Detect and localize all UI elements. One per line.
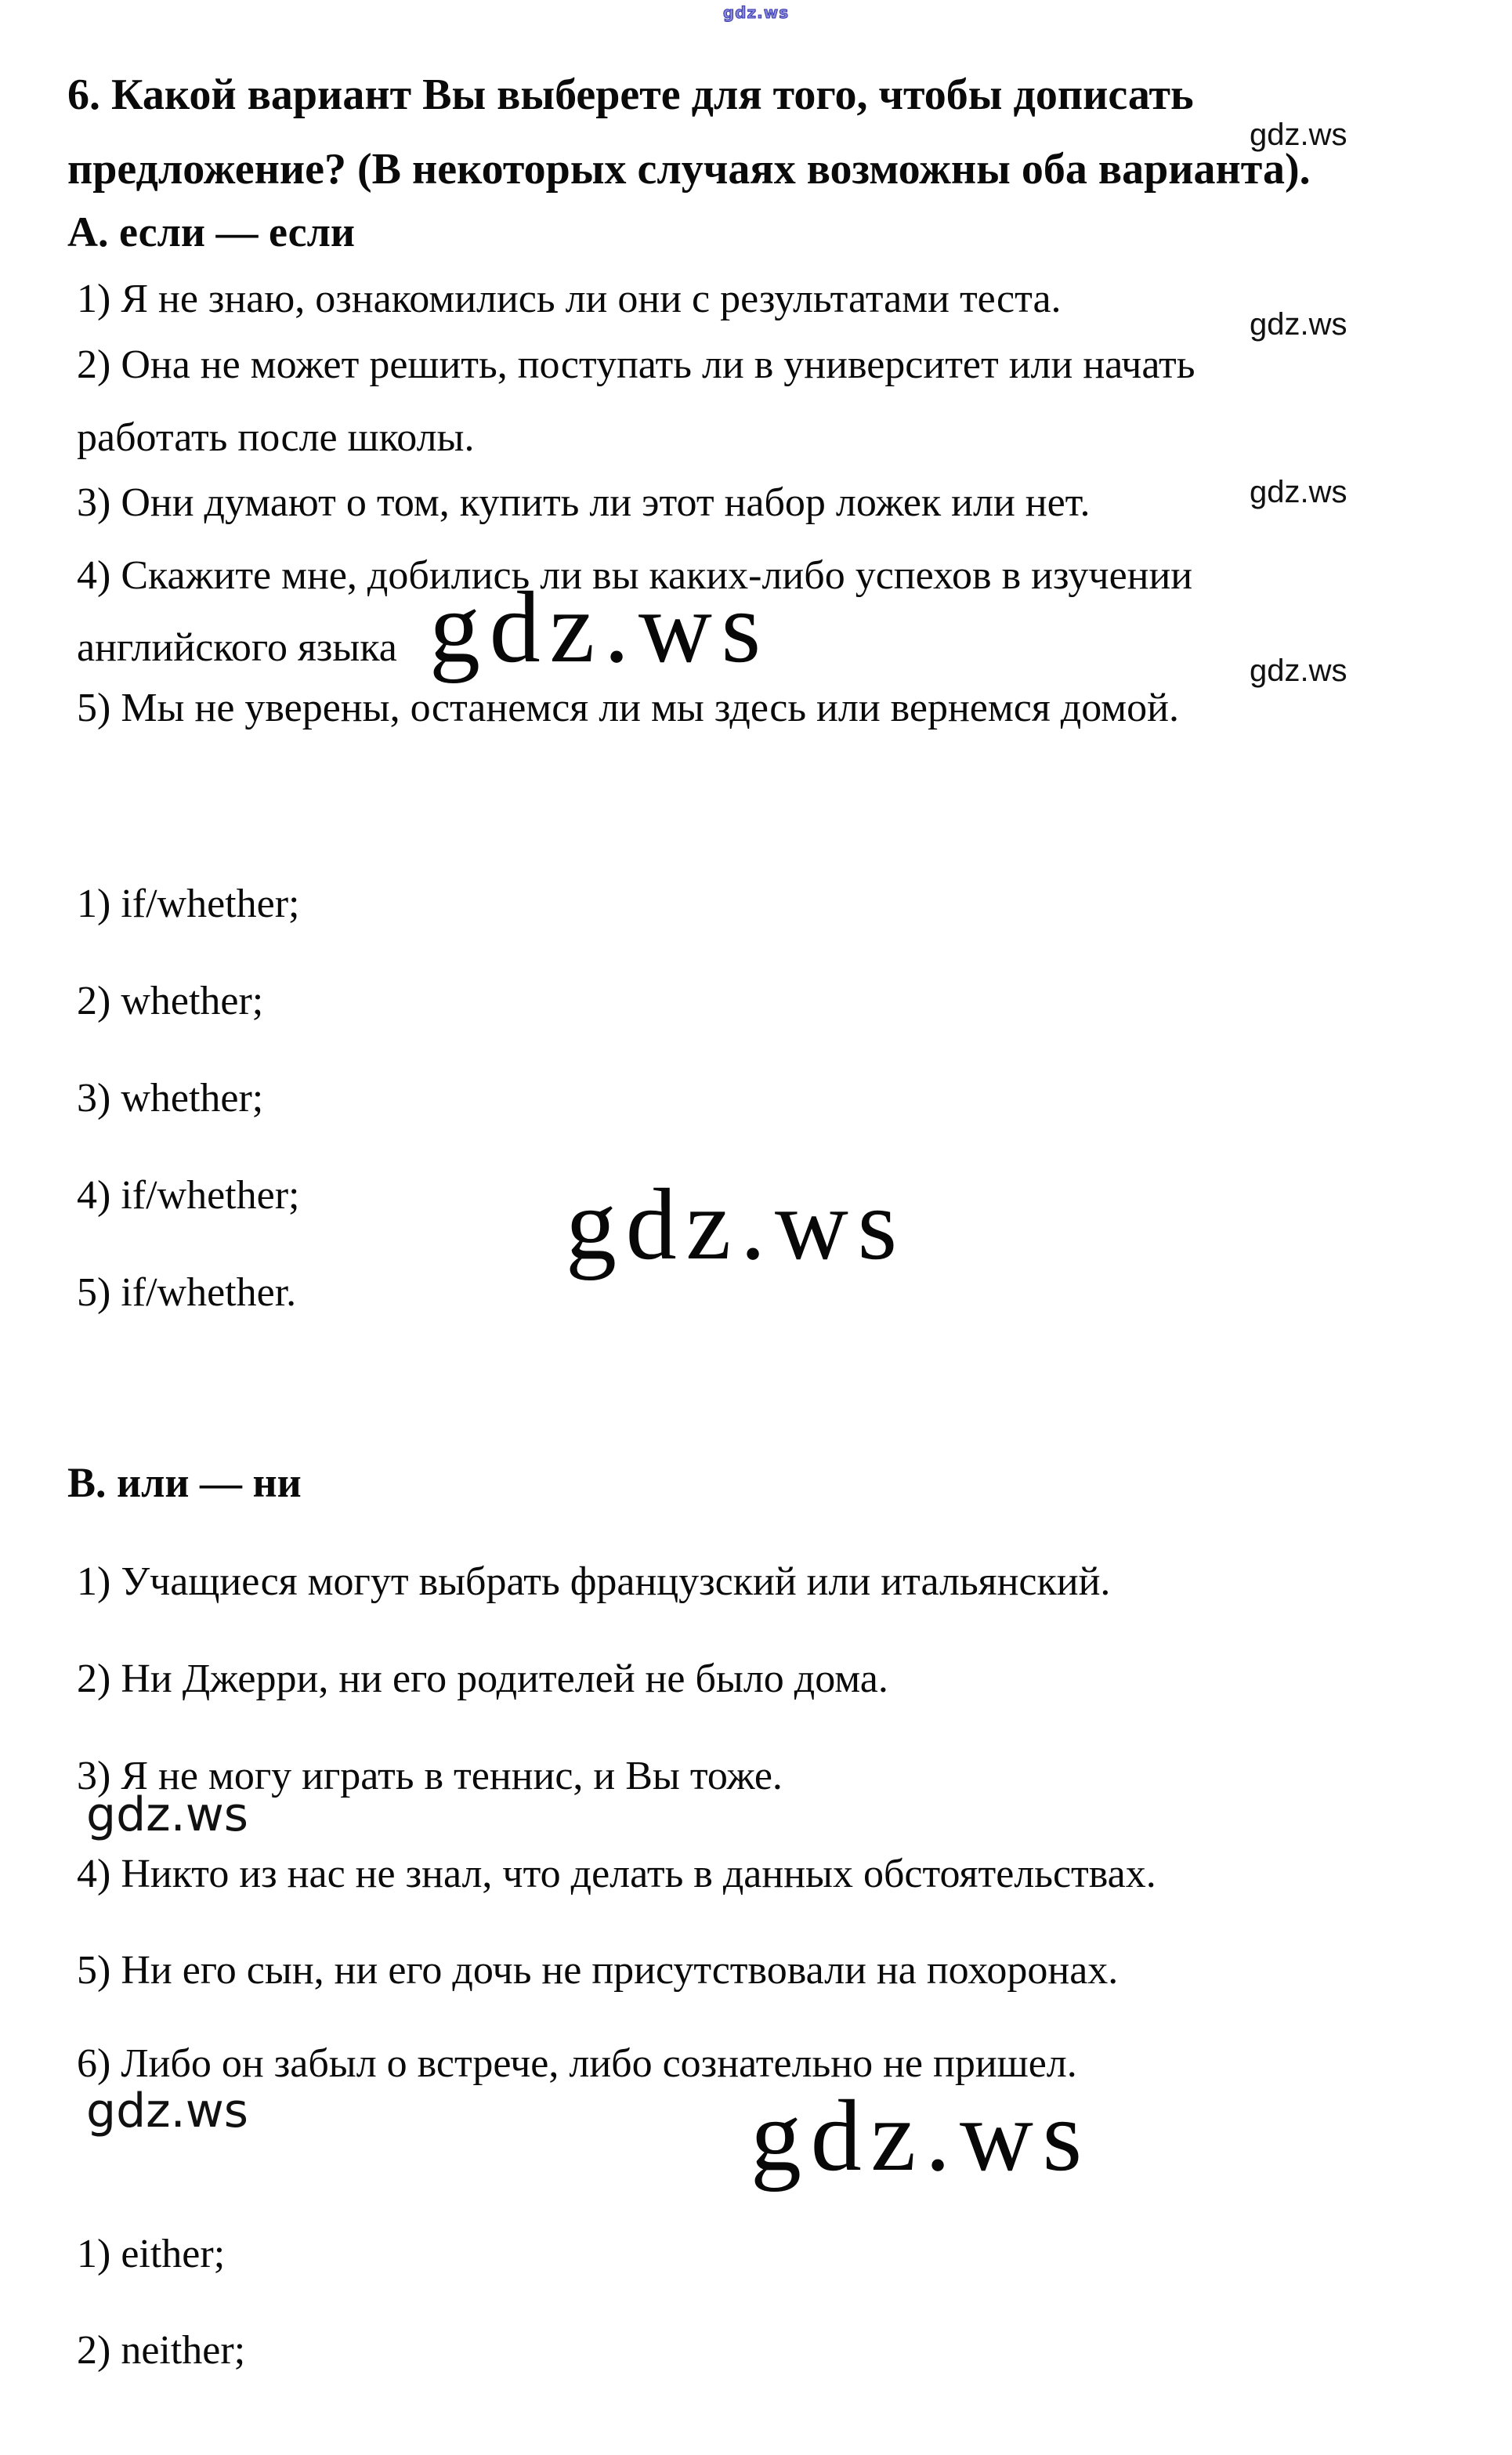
answer-a3: 3) whether;: [77, 1076, 264, 1121]
sentence-a5: 5) Мы не уверены, останемся ли мы здесь или вернемся домой.: [77, 686, 1179, 730]
answer-a2: 2) whether;: [77, 979, 264, 1023]
section-b-heading: В. или — ни: [67, 1459, 302, 1506]
gdz-watermark-right-1: gdz.ws: [1250, 118, 1347, 152]
section-a-heading: А. если — если: [67, 208, 356, 255]
sentence-a1: 1) Я не знаю, ознакомились ли они с результатами теста.: [77, 277, 1062, 321]
sentence-a3: 3) Они думают о том, купить ли этот набор ложек или нет.: [77, 480, 1091, 525]
answer-a5: 5) if/whether.: [77, 1270, 297, 1315]
gdz-watermark-right-4: gdz.ws: [1250, 654, 1347, 688]
sentence-b2: 2) Ни Джерри, ни его родителей не было дома.: [77, 1657, 888, 1701]
sentence-a4-line-1: 4) Скажите мне, добились ли вы каких-либо успехов в изучении: [77, 553, 1193, 598]
answer-b1: 1) either;: [77, 2232, 226, 2276]
answer-b2: 2) neither;: [77, 2328, 246, 2373]
gdz-watermark-right-2: gdz.ws: [1250, 307, 1347, 342]
gdz-watermark-big-2: gdz.ws: [566, 1168, 906, 1281]
exercise-title-line-1: 6. Какой вариант Вы выберете для того, чтобы дописать: [67, 71, 1194, 119]
sentence-a2-line-2: работать после школы.: [77, 415, 475, 460]
sentence-b6: 6) Либо он забыл о встрече, либо сознательно не пришел.: [77, 2041, 1077, 2086]
gdz-watermark-top: gdz.ws: [722, 3, 790, 22]
sentence-a2-line-1: 2) Она не может решить, поступать ли в университет или начать: [77, 342, 1195, 387]
sentence-a4-line-2: английского языка: [77, 625, 397, 670]
sentence-b3: 3) Я не могу играть в теннис, и Вы тоже.: [77, 1754, 783, 1798]
gdz-watermark-big-3: gdz.ws: [751, 2080, 1091, 2192]
sentence-b4: 4) Никто из нас не знал, что делать в данных обстоятельствах.: [77, 1852, 1156, 1896]
gdz-watermark-big-1: gdz.ws: [429, 571, 770, 684]
sentence-b1: 1) Учащиеся могут выбрать французский или итальянский.: [77, 1559, 1111, 1604]
exercise-title-line-2: предложение? (В некоторых случаях возможны оба варианта).: [67, 145, 1311, 194]
answer-a1: 1) if/whether;: [77, 882, 300, 926]
sentence-b5: 5) Ни его сын, ни его дочь не присутствовали на похоронах.: [77, 1948, 1119, 1993]
gdz-watermark-left-1: gdz.ws: [86, 1787, 249, 1842]
gdz-watermark-left-2: gdz.ws: [86, 2084, 249, 2138]
answer-a4: 4) if/whether;: [77, 1173, 300, 1218]
gdz-watermark-right-3: gdz.ws: [1250, 475, 1347, 509]
